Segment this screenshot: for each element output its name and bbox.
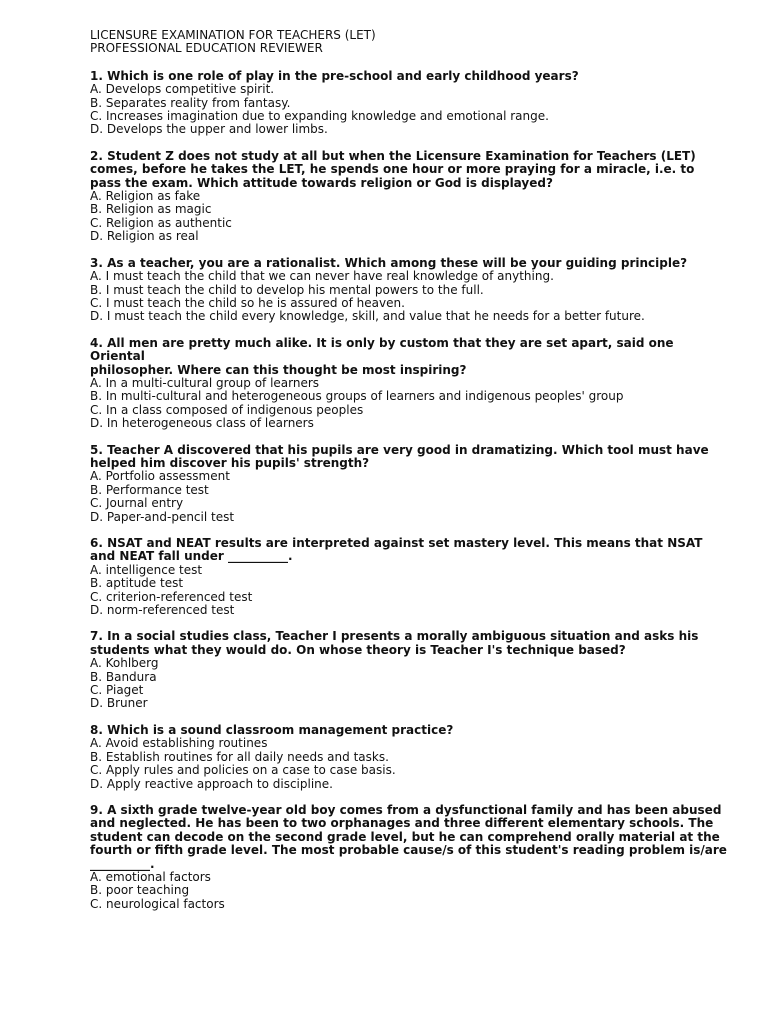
choice-b: B. I must teach the child to develop his mental powers to the full.	[90, 282, 484, 297]
choice-b: B. Religion as magic	[90, 202, 212, 217]
question-text: 2. Student Z does not study at all but when the Licensure Examination for Teachers (LET) comes, before he takes the LET, he spends one hour or more praying for a miracle, i.e. to pass the exam. Which attitude towards religion or God is displayed?	[90, 148, 700, 190]
choice-d: D. Religion as real	[90, 229, 199, 244]
choice-c: C. Journal entry	[90, 496, 184, 511]
choice-d: D. Paper-and-pencil test	[90, 509, 235, 524]
document-header	[90, 29, 728, 56]
question-text: 9. A sixth grade twelve-year old boy comes from a dysfunctional family and has been abused and neglected. He has been to two orphanages and three different elementary schools. The student can decode on the second grade level, but he can comprehend orally material at the fourth or fifth grade level. The most probable cause/s of this student's reading problem is/are __________.	[90, 802, 732, 871]
question-text: 6. NSAT and NEAT results are interpreted against set mastery level. This means that NSAT and NEAT fall under __________.	[90, 536, 707, 564]
question-text: 8. Which is a sound classroom management practice?	[90, 722, 454, 737]
choice-a: A. intelligence test	[90, 562, 203, 577]
choice-b: B. aptitude test	[90, 576, 184, 591]
choice-c: C. Increases imagination due to expanding knowledge and emotional range.	[90, 109, 549, 124]
choice-a: A. Develops competitive spirit.	[90, 82, 275, 97]
choice-a: A. Religion as fake	[90, 189, 201, 204]
question-4	[90, 337, 728, 431]
choice-b: B. Establish routines for all daily needs and tasks.	[90, 749, 389, 764]
question-text: 1. Which is one role of play in the pre-school and early childhood years?	[90, 68, 579, 83]
choice-a: A. Portfolio assessment	[90, 469, 230, 484]
choice-d: D. norm-referenced test	[90, 603, 235, 618]
question-9	[90, 802, 732, 911]
choice-c: C. I must teach the child so he is assured of heaven.	[90, 295, 405, 310]
choice-a: A. I must teach the child that we can never have real knowledge of anything.	[90, 269, 554, 284]
choice-b: B. poor teaching	[90, 883, 190, 898]
choice-c: C. Religion as authentic	[90, 215, 232, 230]
choice-b: B. In multi-cultural and heterogeneous groups of learners and indigenous peoples' group	[90, 389, 624, 404]
document-subtitle: PROFESSIONAL EDUCATION REVIEWER	[90, 41, 323, 56]
question-1	[90, 70, 728, 137]
choice-b: B. Performance test	[90, 482, 209, 497]
choice-d: D. Apply reactive approach to discipline.	[90, 776, 333, 791]
choice-c: C. Apply rules and policies on a case to case basis.	[90, 763, 396, 778]
question-text: 7. In a social studies class, Teacher I presents a morally ambiguous situation and asks his students what they would do. On whose theory is Teacher I's technique based?	[90, 629, 703, 657]
document-title: LICENSURE EXAMINATION FOR TEACHERS (LET)	[90, 28, 376, 42]
question-2	[90, 150, 728, 244]
question-text: 5. Teacher A discovered that his pupils are very good in dramatizing. Which tool must have helped him discover his pupils' strength?	[90, 442, 713, 470]
choice-b: B. Separates reality from fantasy.	[90, 95, 291, 110]
choice-a: A. Kohlberg	[90, 656, 159, 671]
choice-c: C. In a class composed of indigenous peoples	[90, 402, 364, 417]
question-7	[90, 630, 728, 710]
question-text: 4. All men are pretty much alike. It is only by custom that they are set apart, said one Oriental philosopher. Where can this thought be most inspiring?	[90, 335, 674, 377]
choice-d: D. I must teach the child every knowledge, skill, and value that he needs for a better future.	[90, 309, 645, 324]
choice-d: D. In heterogeneous class of learners	[90, 416, 314, 431]
choice-d: D. Bruner	[90, 696, 148, 711]
choice-b: B. Bandura	[90, 669, 157, 684]
choice-a: A. emotional factors	[90, 869, 211, 884]
choice-c: C. neurological factors	[90, 896, 225, 911]
choice-c: C. Piaget	[90, 683, 144, 698]
question-8	[90, 724, 728, 791]
choice-a: A. In a multi-cultural group of learners	[90, 375, 320, 390]
question-text: 3. As a teacher, you are a rationalist. Which among these will be your guiding principle?	[90, 255, 688, 270]
question-3	[90, 257, 728, 324]
choice-c: C. criterion-referenced test	[90, 589, 253, 604]
choice-a: A. Avoid establishing routines	[90, 736, 268, 751]
choice-d: D. Develops the upper and lower limbs.	[90, 122, 328, 137]
question-6	[90, 537, 728, 617]
question-5	[90, 444, 728, 524]
